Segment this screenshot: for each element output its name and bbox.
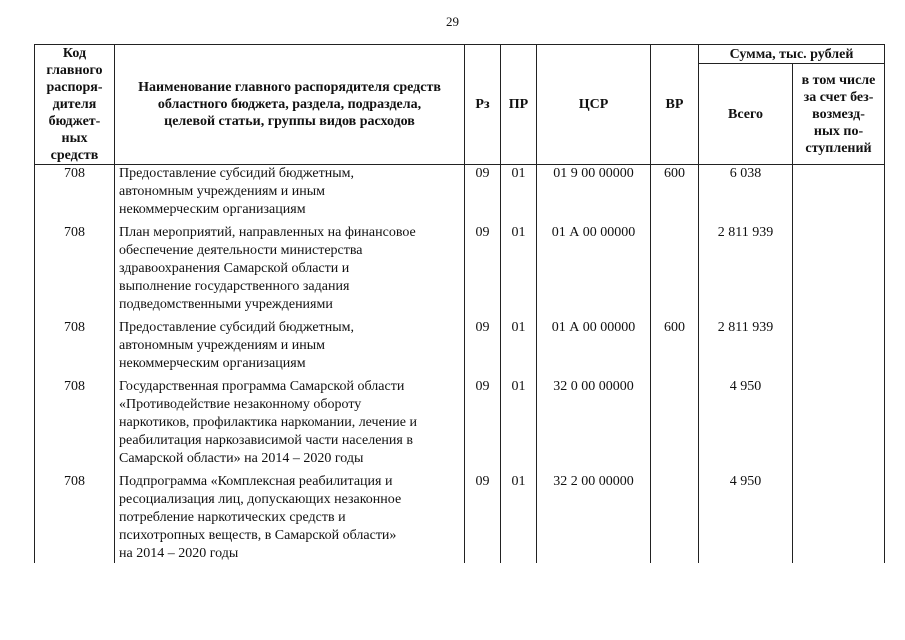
table-row <box>35 219 885 314</box>
table-row <box>35 165 885 220</box>
cell-pr: 01 <box>501 165 537 220</box>
cell-grants <box>793 314 885 373</box>
cell-grants <box>793 219 885 314</box>
cell-csr: 32 0 00 00000 <box>537 373 651 468</box>
table-row <box>35 314 885 373</box>
cell-code: 708 <box>35 165 115 220</box>
cell-total: 2 811 939 <box>699 314 793 373</box>
table-row <box>35 373 885 468</box>
cell-name: Государственная программа Самарской области «Противодействие незаконному обороту наркотиков, профилактика наркомании, лечение и реабилитация наркозависимой части населения в Самарской области» на 2014 – 2020 годы <box>115 373 465 468</box>
cell-rz: 09 <box>465 165 501 220</box>
cell-rz: 09 <box>465 219 501 314</box>
cell-vr: 600 <box>651 314 699 373</box>
cell-name: Подпрограмма «Комплексная реабилитация и ресоциализация лиц, допускающих незаконное потребление наркотических средств и психотропных веществ, в Самарской области» на 2014 – 2020 годы <box>115 468 465 563</box>
cell-rz: 09 <box>465 373 501 468</box>
cell-vr <box>651 373 699 468</box>
cell-pr: 01 <box>501 373 537 468</box>
page-number: 29 <box>446 14 459 29</box>
header-name: Наименование главного распорядителя средств областного бюджета, раздела, подраздела, целевой статьи, группы видов расходов <box>115 45 465 165</box>
header-grants: в том числе за счет без- возмезд- ных по- ступлений <box>793 64 885 165</box>
header-vr: ВР <box>651 45 699 165</box>
cell-csr: 01 А 00 00000 <box>537 219 651 314</box>
table-body <box>35 165 885 564</box>
cell-pr: 01 <box>501 219 537 314</box>
cell-total: 4 950 <box>699 373 793 468</box>
cell-vr <box>651 468 699 563</box>
cell-vr: 600 <box>651 165 699 220</box>
cell-name: Предоставление субсидий бюджетным, автономным учреждениям и иным некоммерческим организациям <box>115 165 465 220</box>
cell-code: 708 <box>35 373 115 468</box>
cell-pr: 01 <box>501 314 537 373</box>
cell-name: Предоставление субсидий бюджетным, автономным учреждениям и иным некоммерческим организациям <box>115 314 465 373</box>
header-pr: ПР <box>501 45 537 165</box>
cell-grants <box>793 373 885 468</box>
cell-grants <box>793 468 885 563</box>
cell-rz: 09 <box>465 468 501 563</box>
header-rz: Рз <box>465 45 501 165</box>
cell-rz: 09 <box>465 314 501 373</box>
cell-total: 4 950 <box>699 468 793 563</box>
cell-pr: 01 <box>501 468 537 563</box>
cell-code: 708 <box>35 314 115 373</box>
cell-grants <box>793 165 885 220</box>
cell-total: 6 038 <box>699 165 793 220</box>
cell-total: 2 811 939 <box>699 219 793 314</box>
header-total: Всего <box>699 64 793 165</box>
cell-code: 708 <box>35 468 115 563</box>
table-row <box>35 468 885 563</box>
budget-table <box>34 44 885 563</box>
cell-csr: 01 А 00 00000 <box>537 314 651 373</box>
cell-vr <box>651 219 699 314</box>
cell-name: План мероприятий, направленных на финансовое обеспечение деятельности министерства здравоохранения Самарской области и выполнение государственного задания подведомственными учреждениями <box>115 219 465 314</box>
cell-csr: 01 9 00 00000 <box>537 165 651 220</box>
cell-code: 708 <box>35 219 115 314</box>
table-header <box>35 45 885 165</box>
cell-csr: 32 2 00 00000 <box>537 468 651 563</box>
header-csr: ЦСР <box>537 45 651 165</box>
header-code: Код главного распоря- дителя бюджет- ных средств <box>35 45 115 165</box>
header-sum: Сумма, тыс. рублей <box>699 45 885 64</box>
